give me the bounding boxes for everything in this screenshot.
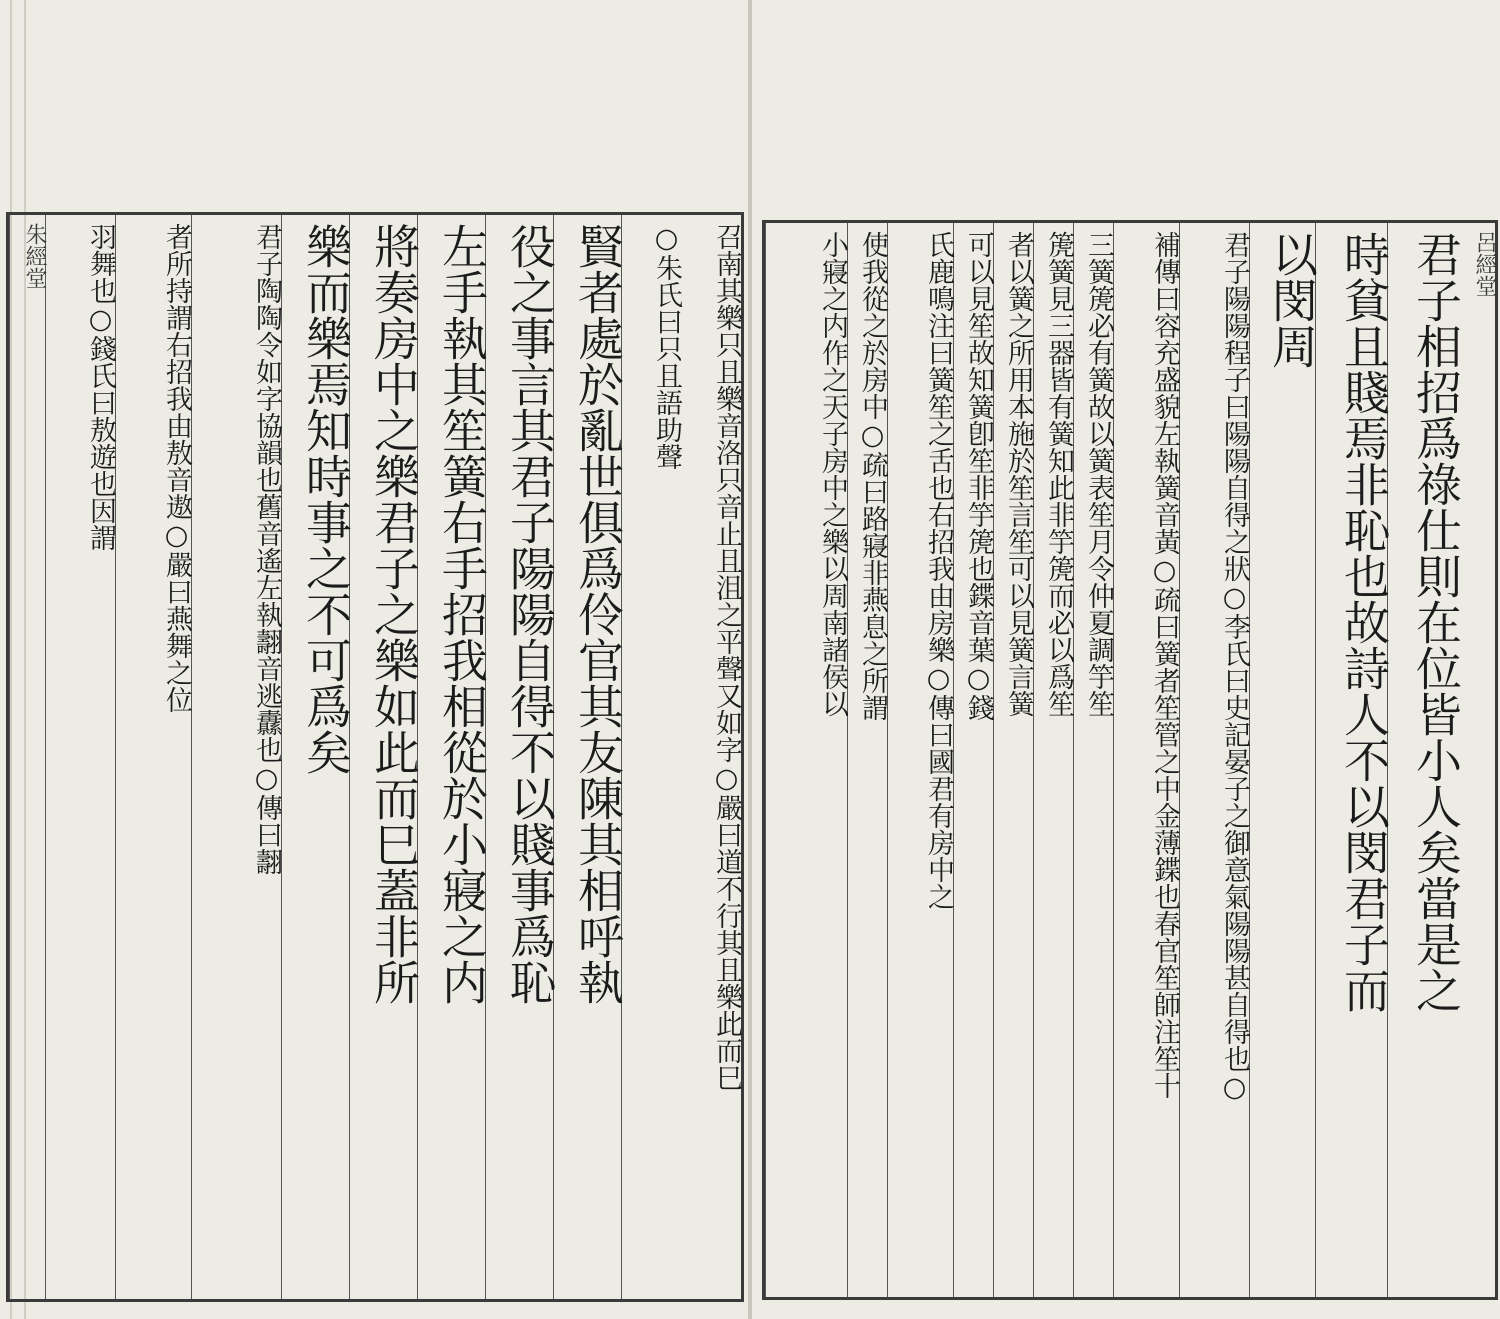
text-column: 小寢之内作之天子房中之樂以周南諸侯以 [765, 223, 847, 1297]
text-column: 時貧且賤焉非恥也故詩人不以閔君子而 [1315, 223, 1387, 1297]
text-column: 可以見笙故知簧卽笙非竽箎也鍱音葉○錢 [953, 223, 993, 1297]
left-text-frame [6, 212, 744, 1302]
text-column: 樂而樂焉知時事之不可爲矣 [281, 215, 349, 1299]
right-text-frame [762, 220, 1498, 1300]
text-column: 賢者處於亂世俱爲伶官其友陳其相呼執 [553, 215, 621, 1299]
text-column: 使我從之於房中○疏曰路寢非燕息之所謂 [847, 223, 887, 1297]
text-column: 三簧箎必有簧故以簧表笙月令仲夏調竽笙 [1073, 223, 1113, 1297]
right-page [752, 0, 1500, 1319]
margin-title: 朱經堂 [9, 215, 45, 1299]
text-column: 羽舞也○錢氏曰敖遊也因謂 [45, 215, 115, 1299]
text-column: 氏鹿鳴注曰簧笙之舌也右招我由房樂○傳曰國君有房中之 [887, 223, 953, 1297]
text-column: 君子相招爲祿仕則在位皆小人矣當是之 [1387, 223, 1459, 1297]
text-column: 箎簧見三器皆有簧知此非竽箎而必以爲笙 [1033, 223, 1073, 1297]
text-column: 補傳曰容充盛貌左執簧音黃○疏曰簧者笙管之中金薄鍱也春官笙師注笙十 [1113, 223, 1179, 1297]
text-column: 左手執其笙簧右手招我相從於小寢之内 [417, 215, 485, 1299]
text-column: 將奏房中之樂君子之樂如此而巳蓋非所 [349, 215, 417, 1299]
margin-title: 呂經堂 [1472, 231, 1497, 297]
text-column: ○朱氏曰只且語助聲 [621, 215, 681, 1299]
text-column: 召南其樂只且樂音洛只音止且沮之平聲又如字○嚴曰道不行其且樂此而巳 [711, 223, 742, 1091]
text-column: 君子陶陶令如字協韻也舊音遙左執翿音逃纛也○傳曰翿 [191, 215, 281, 1299]
text-column: 者以簧之所用本施於笙言笙可以見簧言簧 [993, 223, 1033, 1297]
text-column: 以閔周 [1249, 223, 1315, 1297]
text-column: 役之事言其君子陽陽自得不以賤事爲恥 [485, 215, 553, 1299]
left-page [0, 0, 748, 1319]
text-column: 君子陽陽程子曰陽陽自得之狀○李氏曰史記晏子之御意氣陽陽甚自得也○ [1179, 223, 1249, 1297]
text-column: 者所持謂右招我由敖音遨○嚴曰燕舞之位 [115, 215, 191, 1299]
